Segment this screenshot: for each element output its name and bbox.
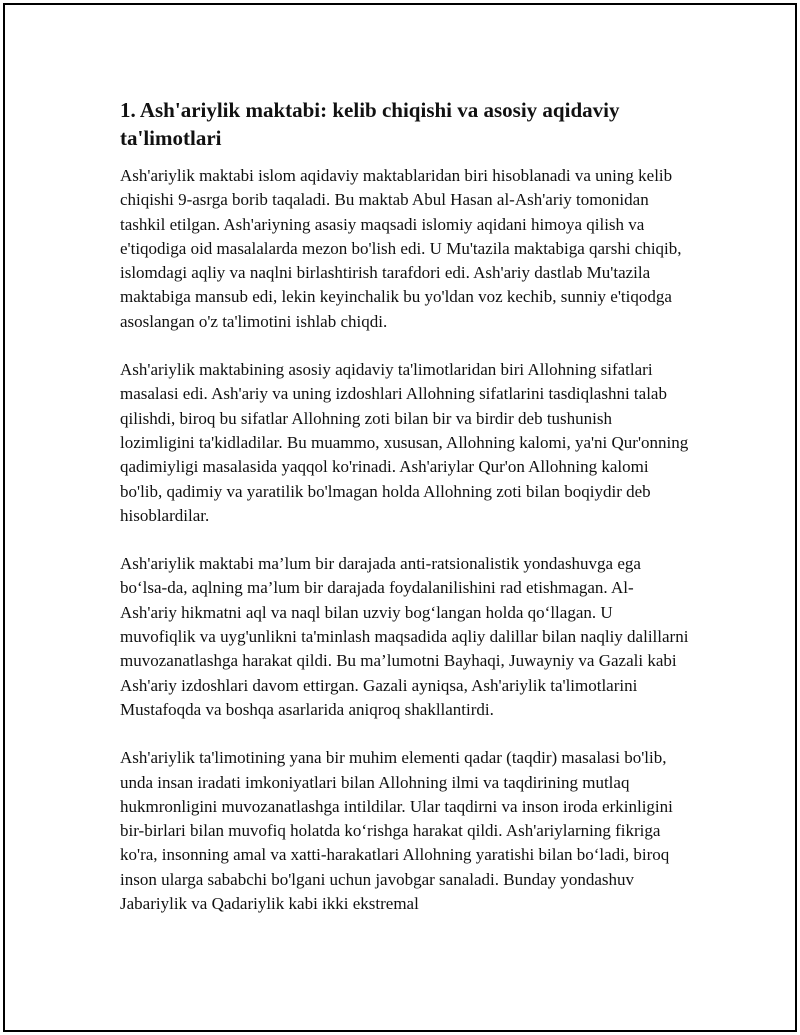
page-frame (3, 3, 797, 1032)
document-body (120, 96, 690, 940)
paragraph-4: Ash'ariylik ta'limotining yana bir muhim elementi qadar (taqdir) masalasi bo'lib, unda insan iradati imkoniyatlari bilan Allohning ilmi va taqdirining mutlaq hukmronligini muvozanatlashga intildilar. Ular taqdirni va inson iroda erkinligini bir-birlari bilan muvofiq holatda ko‘rishga harakat qildi. Ash'ariylarning fikriga ko'ra, insonning amal va xatti-harakatlari Allohning yaratishi bilan bo‘ladi, biroq inson ularga sababchi bo'lgani uchun javobgar sanaladi. Bunday yondashuv Jabariylik va Qadariylik kabi ikki ekstremal (120, 748, 673, 914)
paragraph-1: Ash'ariylik maktabi islom aqidaviy maktablaridan biri hisoblanadi va uning kelib chiqishi 9-asrga borib taqaladi. Bu maktab Abul Hasan al-Ash'ariy tomonidan tashkil etilgan. Ash'ariyning asasiy maqsadi islomiy aqidani himoya qilish va e'tiqodiga oid masalalarda mezon bo'lish edi. U Mu'tazila maktabiga qarshi chiqib, islomdagi aqliy va naqlni birlashtirish tarafdori edi. Ash'ariy dastlab Mu'tazila maktabiga mansub edi, lekin keyinchalik bu yo'ldan voz kechib, sunniy e'tiqodga asoslangan o'z ta'limotini ishlab chiqdi. (120, 166, 682, 331)
paragraph-3: Ash'ariylik maktabi ma’lum bir darajada anti-ratsionalistik yondashuvga ega bo‘lsa-da, aqlning ma’lum bir darajada foydalanilishini rad etishmagan. Al-Ash'ariy hikmatni aql va naql bilan uzviy bog‘langan holda qo‘llagan. U muvofiqlik va uyg'unlikni ta'minlash maqsadida aqliy dalillar bilan naqliy dalillarni muvozanatlashga harakat qildi. Bu ma’lumotni Bayhaqi, Juwayniy va Gazali kabi Ash'ariy izdoshlari davom ettirgan. Gazali ayniqsa, Ash'ariylik ta'limotlarini Mustafoqda va boshqa asarlarida aniqroq shakllantirdi. (120, 554, 689, 719)
paragraph-2: Ash'ariylik maktabining asosiy aqidaviy ta'limotlaridan biri Allohning sifatlari masalasi edi. Ash'ariy va uning izdoshlari Allohning sifatlarini tasdiqlashni talab qilishdi, biroq bu sifatlar Allohning zoti bilan bir va birdir deb tushunish lozimligini ta'kidladilar. Bu muammo, xususan, Allohning kalomi, ya'ni Qur'onning qadimiyligi masalasida yaqqol ko'rinadi. Ash'ariylar Qur'on Allohning kalomi bo'lib, qadimiy va yaratilik bo'lmagan holda Allohning zoti bilan boqiydir deb hisoblardilar. (120, 360, 689, 525)
section-title: 1. Ash'ariylik maktabi: kelib chiqishi va asosiy aqidaviy ta'limotlari (120, 98, 620, 150)
